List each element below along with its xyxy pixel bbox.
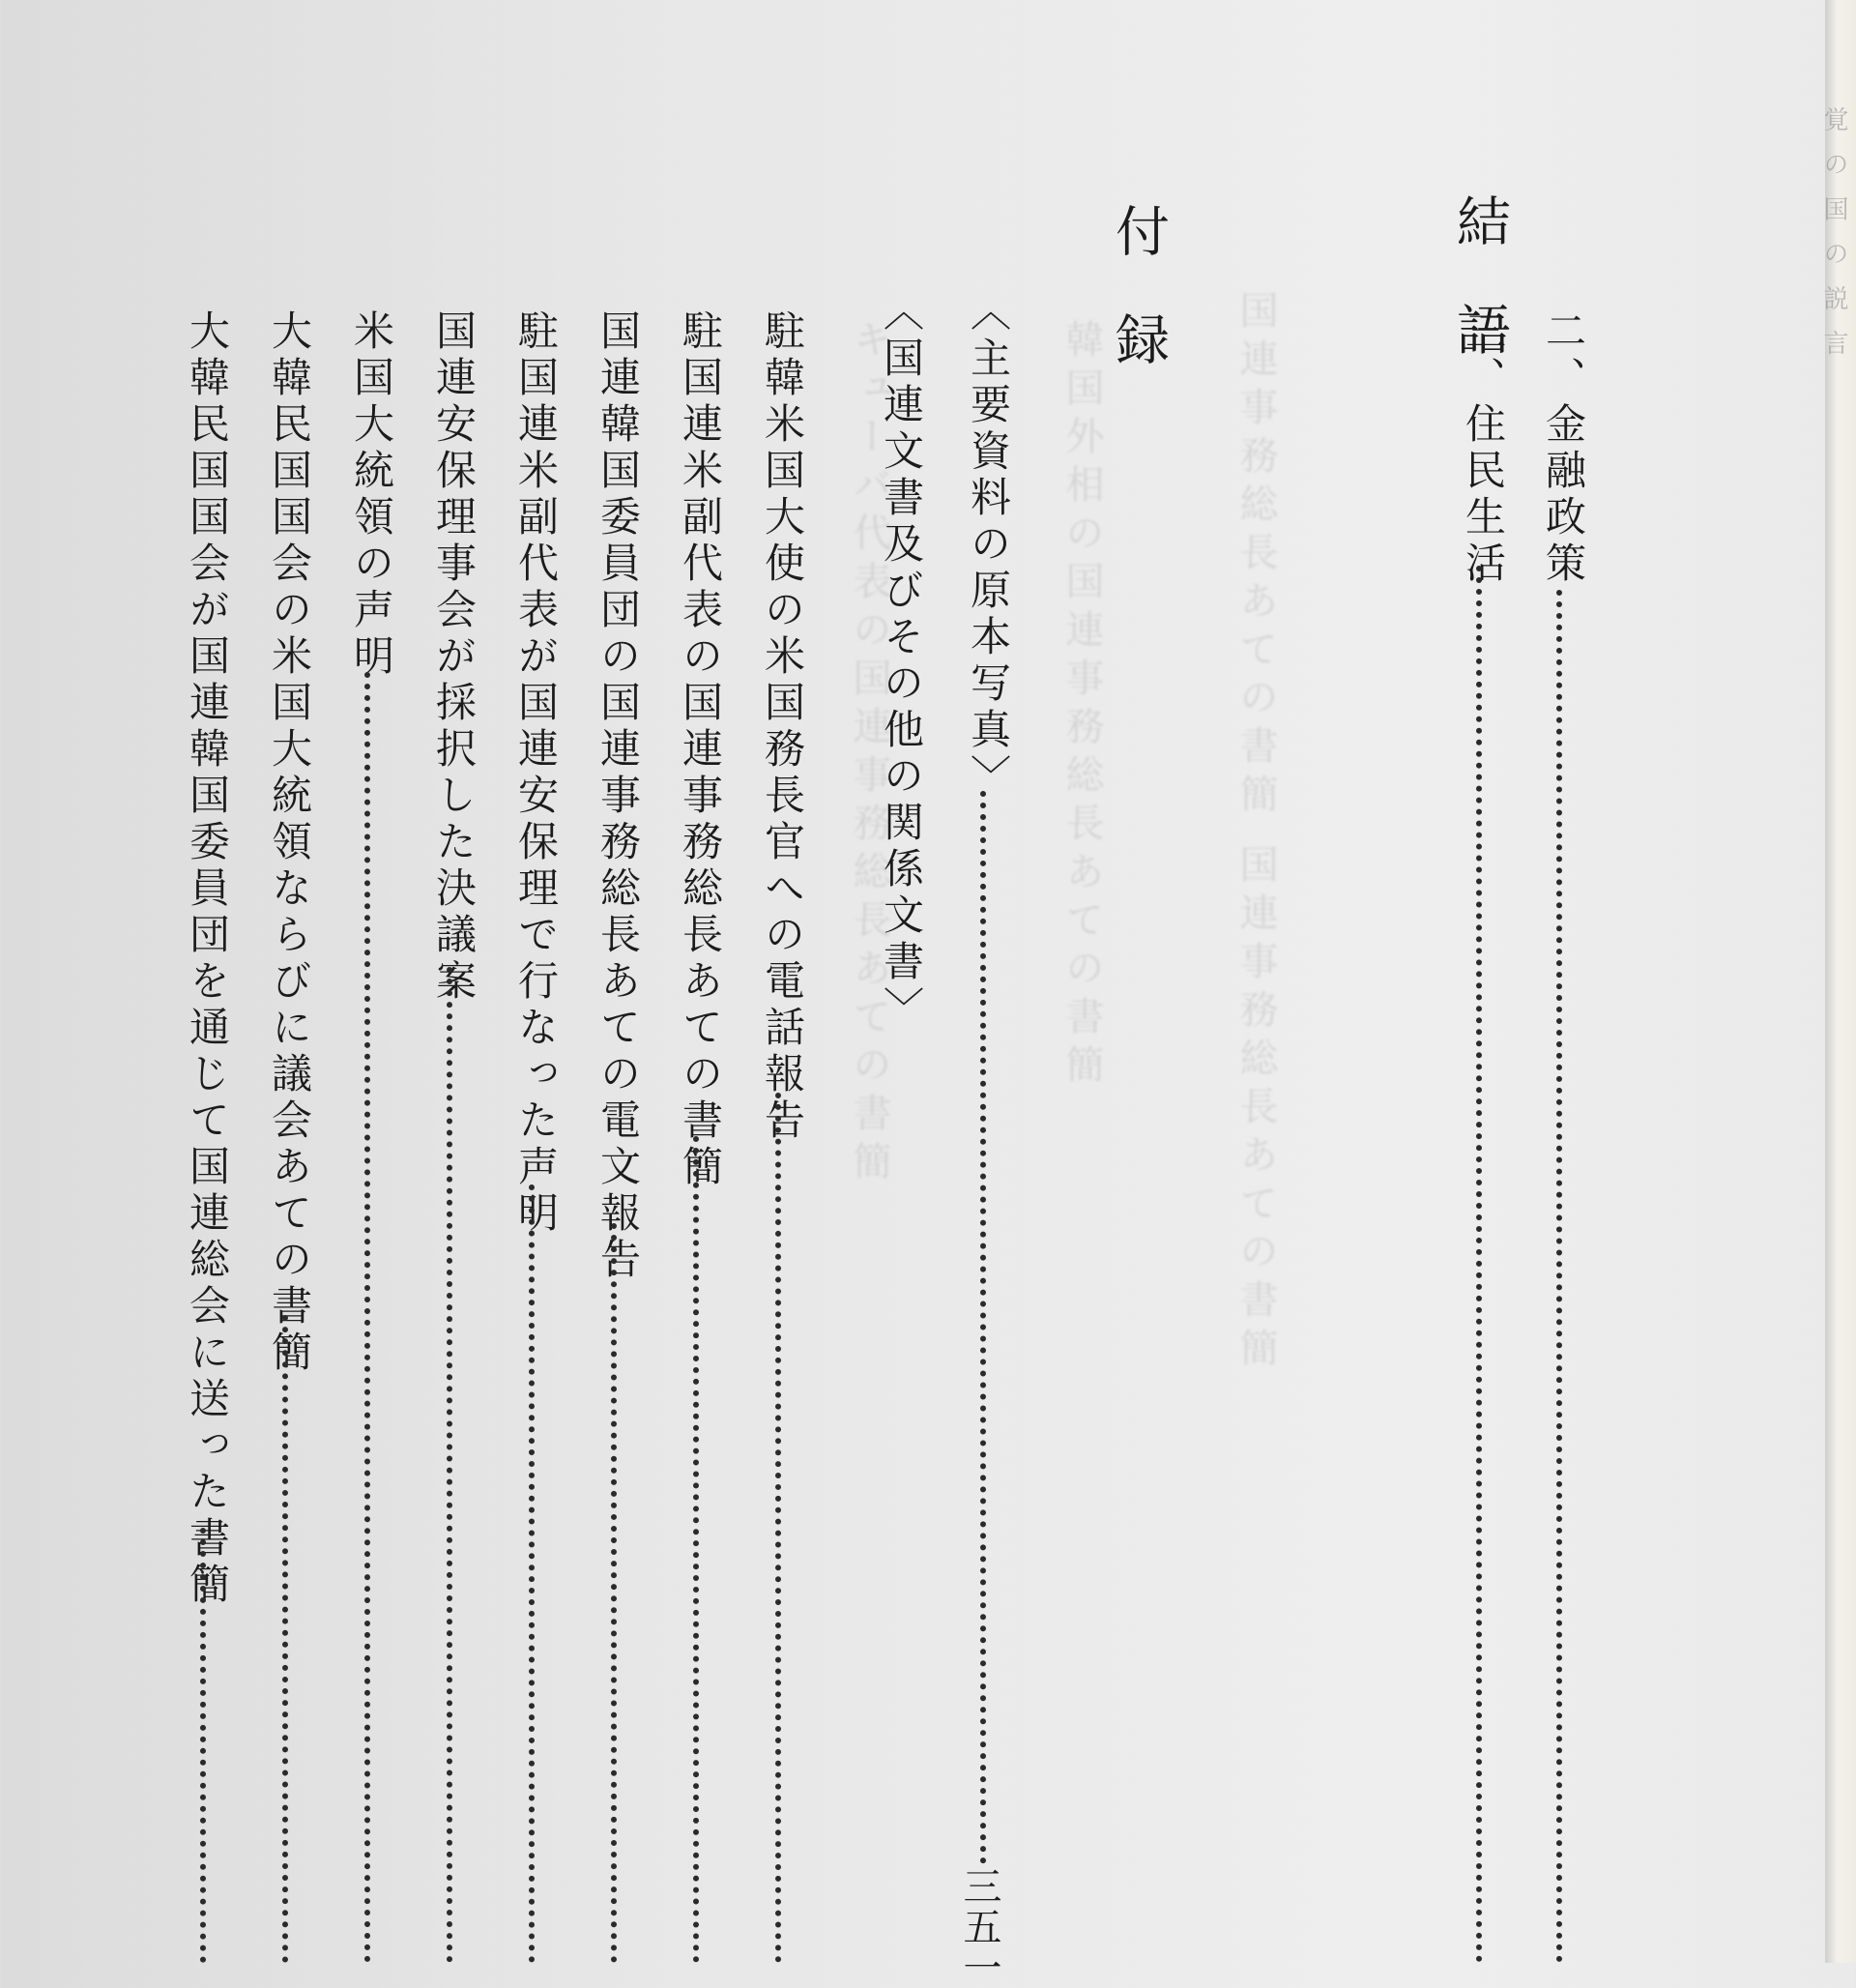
toc-entry-8[interactable]: 大韓民国国会が国連韓国委員団を通じて国連総会に送った書簡 [184, 309, 231, 1609]
toc-entry-kinyu-seisaku[interactable]: 二、金融政策 [1540, 309, 1587, 588]
toc-entry-1[interactable]: 駐韓米国大使の米国務長官への電話報告 [759, 309, 806, 1145]
toc-entry-6[interactable]: 米国大統領の声明 [348, 309, 395, 681]
page-number: 三五一 [957, 1866, 1001, 1988]
edge-text: 覚 の 国 の 説 言 [1819, 106, 1848, 362]
leader-dots [1476, 566, 1482, 1963]
toc-group-kokuren-bunsho[interactable]: 〈国連文書及びその他の関係文書〉 [878, 290, 925, 1033]
toc-entry-jumin-seikatsu[interactable]: 三、住民生活 [1460, 309, 1507, 588]
toc-entry-3[interactable]: 国連韓国委員団の国連事務総長あての電文報告 [594, 309, 642, 1284]
leader-dots [775, 1093, 781, 1963]
leader-dots [200, 1528, 206, 1963]
leader-dots [611, 1223, 617, 1963]
bleed-through-text: 国連事務総長あての書簡 国連事務総長あての書簡 [1233, 290, 1278, 1376]
leader-dots [447, 967, 452, 1963]
leader-dots [282, 1315, 288, 1963]
bleed-through-text: キューバ代表の国連事務総長あての書簡 [847, 319, 891, 1189]
heading-ketsugo: 結 語 [1448, 193, 1511, 356]
toc-entry-5[interactable]: 国連安保理事会が採択した決議案 [430, 309, 478, 1006]
heading-furoku: 付 録 [1107, 203, 1170, 365]
toc-entry-2[interactable]: 駐国連米副代表の国連事務総長あての書簡 [677, 309, 724, 1191]
toc-group-genpon-shashin[interactable]: 〈主要資料の原本写真〉 [965, 290, 1012, 801]
toc-entry-7[interactable]: 大韓民国国会の米国大統領ならびに議会あての書簡 [266, 309, 313, 1377]
leader-dots [980, 791, 986, 1864]
toc-entry-4[interactable]: 駐国連米副代表が国連安保理で行なった声明 [512, 309, 560, 1238]
leader-dots [364, 672, 370, 1963]
page-edge [1819, 0, 1856, 1963]
leader-dots [693, 1136, 699, 1963]
leader-dots [529, 1184, 535, 1963]
bleed-through-text: 韓国外相の国連事務総長あての書簡 [1059, 319, 1104, 1093]
leader-dots [1556, 590, 1562, 1963]
